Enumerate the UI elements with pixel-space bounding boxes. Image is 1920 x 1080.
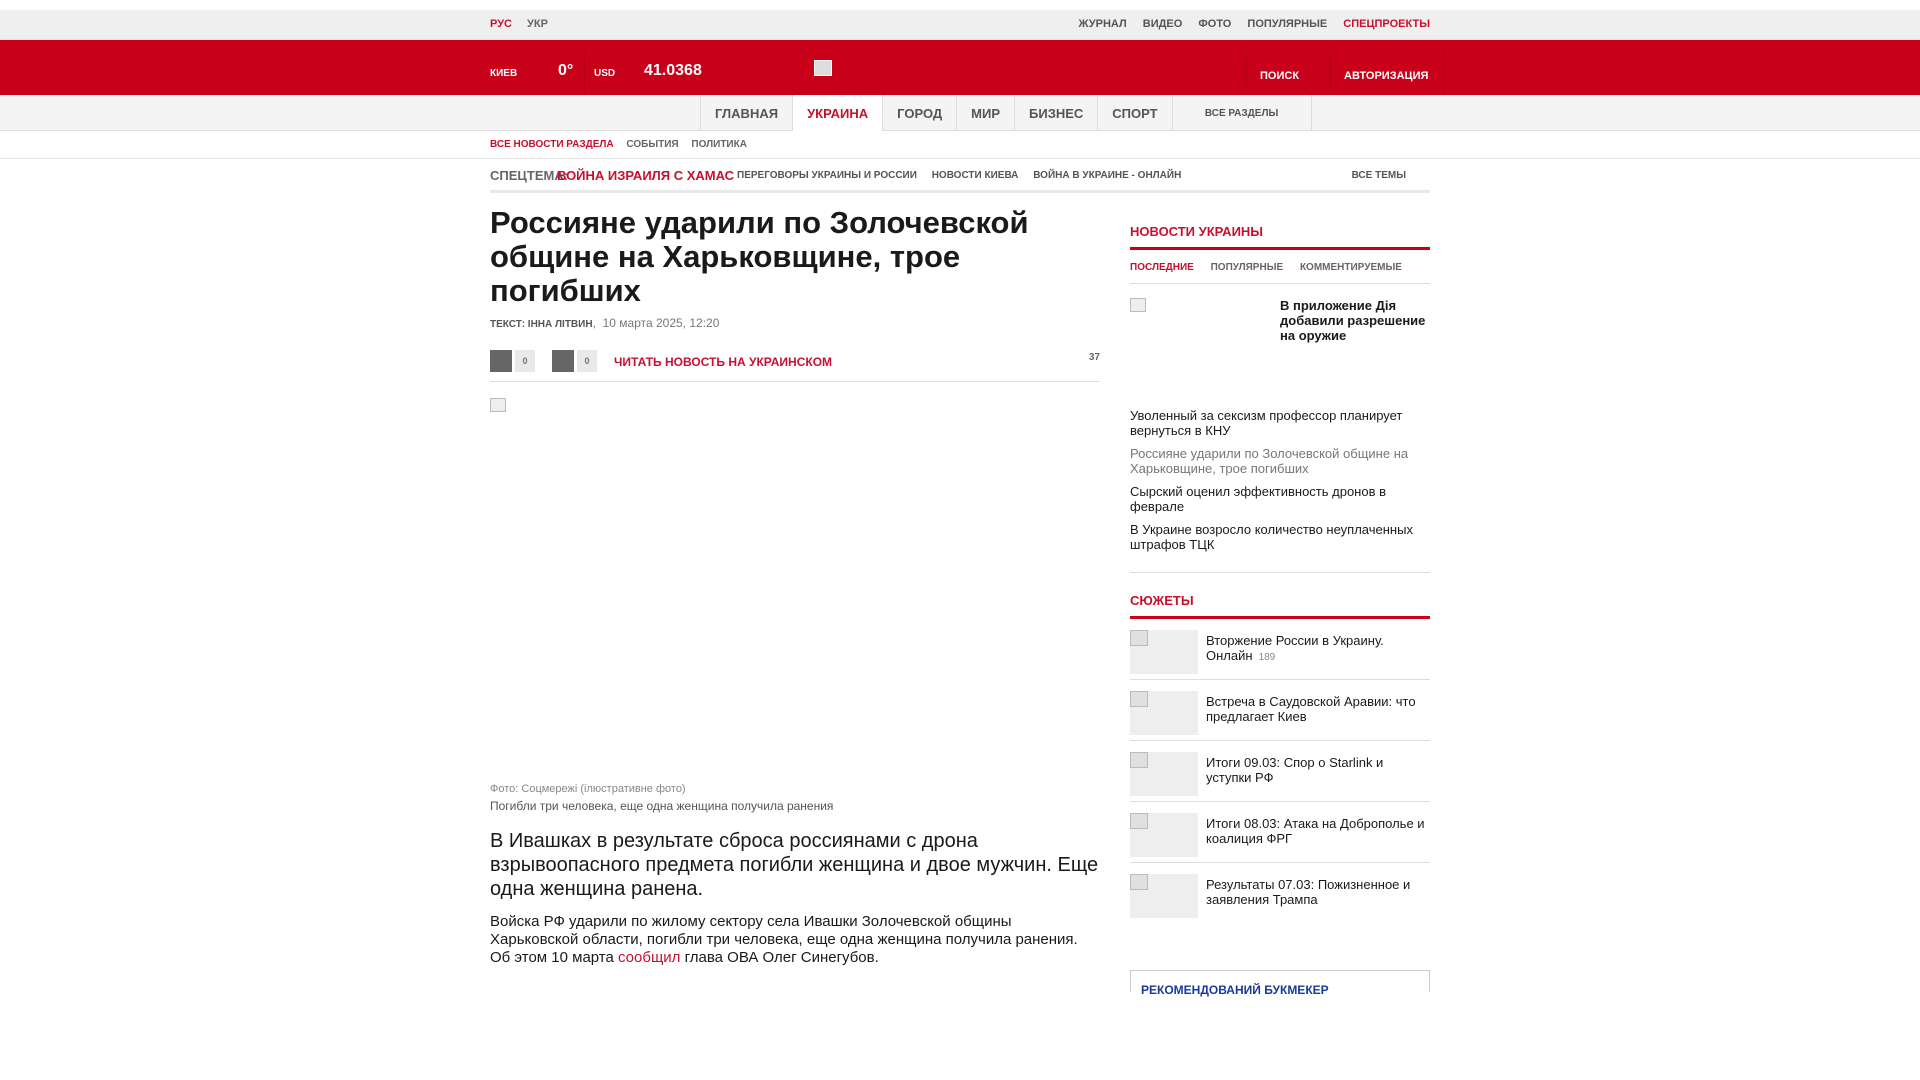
article-body-text: Войска РФ ударили по жилому сектору села Ивашки Золочевской общины Харьковской области, погибли три человека, еще одна женщина получила ранения. Об этом 10 марта xyxy=(490,913,1078,966)
site-logo-icon[interactable] xyxy=(814,60,832,76)
tab-latest[interactable]: ПОСЛЕДНИЕ xyxy=(1130,262,1194,273)
share-bar xyxy=(490,350,1100,382)
section-subnav xyxy=(0,131,1920,159)
article xyxy=(490,206,1100,967)
subnav-all-news[interactable]: ВСЕ НОВОСТИ РАЗДЕЛА xyxy=(490,139,614,150)
news-item[interactable]: Сырский оценил эффективность дронов в феврале xyxy=(1130,484,1387,514)
featured-news-title[interactable]: В приложение Дія добавили разрешение на оружие xyxy=(1280,298,1426,343)
nav-item-city[interactable]: ГОРОД xyxy=(882,95,956,131)
topic-link[interactable]: ВОЙНА В УКРАИНЕ - ОНЛАЙН xyxy=(1033,170,1182,181)
lang-ukr[interactable]: УКР xyxy=(527,18,548,30)
article-author[interactable]: ТЕКСТ: ІННА ЛІТВИН xyxy=(490,319,593,330)
share-facebook-icon[interactable] xyxy=(490,350,512,372)
news-item[interactable]: В Украине возросло количество неуплаченных штрафов ТЦК xyxy=(1130,522,1413,552)
broken-image-icon xyxy=(1130,298,1146,312)
nav-item-main[interactable]: ГЛАВНАЯ xyxy=(700,95,792,131)
header-divider xyxy=(1246,52,1247,92)
topic-link[interactable]: НОВОСТИ КИЕВА xyxy=(931,170,1019,181)
article-title: Россияне ударили по Золочевской общине на Харьковщине, трое погибших xyxy=(490,205,1029,308)
news-tabs xyxy=(1130,250,1430,284)
news-item[interactable]: Уволенный за сексизм профессор планирует вернуться в КНУ xyxy=(1130,408,1403,438)
stories-header[interactable]: СЮЖЕТЫ xyxy=(1130,593,1430,619)
photo-caption: Погибли три человека, еще одна женщина получила ранения xyxy=(490,799,834,813)
currency-rate: 41.0368 xyxy=(644,62,702,79)
story-thumbnail xyxy=(1130,630,1198,674)
story-thumbnail xyxy=(1130,691,1198,735)
share-telegram-icon[interactable] xyxy=(552,350,574,372)
story-item[interactable] xyxy=(1130,680,1430,741)
read-in-ukrainian-link[interactable]: ЧИТАТЬ НОВОСТЬ НА УКРАИНСКОМ xyxy=(614,355,833,369)
topic-link[interactable]: ПЕРЕГОВОРЫ УКРАИНЫ И РОССИИ xyxy=(737,170,917,181)
nav-item-sport[interactable]: СПОРТ xyxy=(1097,95,1171,131)
top-link-photo[interactable]: ФОТО xyxy=(1198,18,1232,30)
sidebar xyxy=(1130,224,1430,924)
language-switcher xyxy=(490,18,560,30)
broken-image-icon xyxy=(490,398,506,412)
nav-item-all-sections[interactable]: ВСЕ РАЗДЕЛЫ xyxy=(1172,95,1312,131)
lang-rus[interactable]: РУС xyxy=(490,18,512,30)
story-title[interactable]: Итоги 09.03: Спор о Starlink и уступки РФ xyxy=(1206,755,1384,785)
views-count: 37 xyxy=(1088,352,1100,363)
special-topics-bar xyxy=(490,159,1430,193)
header-divider xyxy=(1330,52,1331,92)
article-body-text: глава ОВА Олег Синегубов. xyxy=(680,949,879,966)
story-item[interactable] xyxy=(1130,863,1430,924)
weather-city[interactable]: КИЕВ xyxy=(490,68,518,79)
top-link-video[interactable]: ВИДЕО xyxy=(1142,18,1183,30)
search-button[interactable]: ПОИСК xyxy=(1260,70,1300,82)
top-links xyxy=(1066,18,1430,30)
special-topic-label: СПЕЦТЕМА: xyxy=(490,168,569,183)
story-title[interactable]: Результаты 07.03: Пожизненное и заявления Трампа xyxy=(1206,877,1411,907)
bookmaker-ad[interactable] xyxy=(1130,970,1430,997)
header-divider xyxy=(1443,52,1444,92)
article-lead: В Ивашках в результате сброса россиянами с дрона взрывоопасного предмета погибли женщина и двое мужчин. Еще одна женщина ранена. xyxy=(490,830,1099,900)
special-topic-link[interactable]: ВОЙНА ИЗРАИЛЯ С ХАМАС xyxy=(557,168,735,183)
news-ukraine-header[interactable]: НОВОСТИ УКРАИНЫ xyxy=(1130,224,1430,250)
header-divider xyxy=(584,52,585,92)
top-link-popular[interactable]: ПОПУЛЯРНЫЕ xyxy=(1247,18,1328,30)
article-photo xyxy=(490,398,1100,783)
all-topics-link[interactable]: ВСЕ ТЕМЫ xyxy=(1351,170,1406,181)
article-date: 10 марта 2025, 12:20 xyxy=(602,316,720,330)
currency-label: USD xyxy=(594,68,616,79)
site-header xyxy=(0,40,1920,95)
story-title[interactable]: Вторжение России в Украину. Онлайн xyxy=(1206,633,1384,663)
story-item[interactable] xyxy=(1130,741,1430,802)
login-button[interactable]: АВТОРИЗАЦИЯ xyxy=(1344,70,1429,82)
ad-text[interactable]: РЕКОМЕНДОВАНИЙ БУКМЕКЕР xyxy=(1141,983,1329,997)
subnav-events[interactable]: СОБЫТИЯ xyxy=(626,139,679,150)
story-count: 189 xyxy=(1258,652,1276,663)
story-title[interactable]: Встреча в Саудовской Аравии: что предлагает Киев xyxy=(1206,694,1416,724)
story-thumbnail xyxy=(1130,752,1198,796)
news-item[interactable]: Россияне ударили по Золочевской общине на Харьковщине, трое погибших xyxy=(1130,446,1409,476)
main-nav xyxy=(0,95,1920,131)
tab-commented[interactable]: КОММЕНТИРУЕМЫЕ xyxy=(1299,262,1402,273)
article-meta: ТЕКСТ: ІННА ЛІТВИН, 10 марта 2025, 12:20 xyxy=(490,316,720,330)
weather-temp: 0° xyxy=(558,62,574,79)
story-thumbnail xyxy=(1130,813,1198,857)
story-thumbnail xyxy=(1130,874,1198,918)
top-link-journal[interactable]: ЖУРНАЛ xyxy=(1078,18,1127,30)
tab-popular[interactable]: ПОПУЛЯРНЫЕ xyxy=(1210,262,1284,273)
nav-item-world[interactable]: МИР xyxy=(956,95,1014,131)
subnav-politics[interactable]: ПОЛИТИКА xyxy=(691,139,747,150)
share-count: 0 xyxy=(515,350,535,372)
nav-item-ukraine[interactable]: УКРАИНА xyxy=(792,95,882,131)
share-count: 0 xyxy=(577,350,597,372)
story-title[interactable]: Итоги 08.03: Атака на Доброполье и коалиция ФРГ xyxy=(1206,816,1425,846)
source-link[interactable]: сообщил xyxy=(618,949,681,966)
story-item[interactable] xyxy=(1130,619,1430,680)
top-link-special[interactable]: СПЕЦПРОЕКТЫ xyxy=(1343,18,1430,30)
story-item[interactable] xyxy=(1130,802,1430,863)
nav-item-business[interactable]: БИЗНЕС xyxy=(1014,95,1097,131)
photo-credit: Фото: Соцмережі (ілюстративне фото) xyxy=(490,783,686,795)
news-list xyxy=(1130,408,1430,573)
top-utility-bar xyxy=(0,10,1920,40)
article-body xyxy=(490,913,1100,967)
featured-news[interactable] xyxy=(1130,298,1430,408)
